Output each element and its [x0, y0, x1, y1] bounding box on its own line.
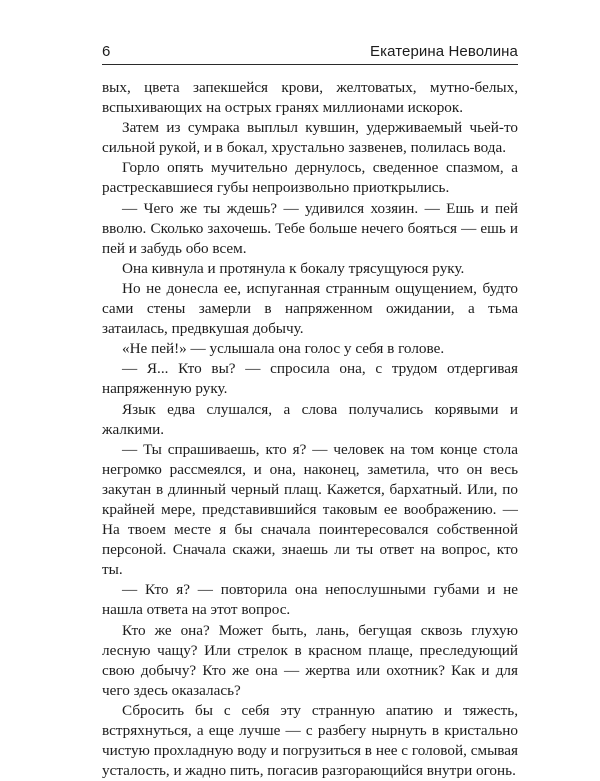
header-rule: [102, 64, 518, 65]
page-number: 6: [102, 43, 111, 60]
paragraph: вых, цвета запекшейся крови, желтоватых, мутно-белых, вспыхивающих на острых гранях миллионами искорок.: [102, 79, 518, 117]
running-head-author: Екатерина Неволина: [369, 43, 518, 60]
paragraph: Она кивнула и протянула к бокалу трясущуюся руку.: [122, 259, 465, 277]
paragraph: Язык едва слушался, а слова получались корявыми и жалкими.: [102, 400, 518, 438]
paragraph: Затем из сумрака выплыл кувшин, удерживаемый чьей-то сильной рукой, и в бокал, хрустально зазвенев, полилась вода.: [102, 119, 518, 157]
body-text: [102, 78, 518, 781]
paragraph: Но не донесла ее, испуганная странным ощущением, будто сами стены замерли в напряженном ожидании, а тьма затаилась, предвкушая добычу.: [102, 279, 518, 338]
paragraph: — Чего же ты ждешь? — удивился хозяин. — Ешь и пей вволю. Сколько захочешь. Тебе больше нечего бояться — ешь и пей и забудь обо всем.: [102, 199, 518, 257]
paragraph: Горло опять мучительно дернулось, сведенное спазмом, а растрескавшиеся губы непроизвольно приоткрылись.: [102, 159, 518, 197]
paragraph: — Кто я? — повторила она непослушными губами и не нашла ответа на этот вопрос.: [102, 581, 518, 619]
page-header: [102, 42, 518, 62]
paragraph: «Не пей!» — услышала она голос у себя в голове.: [122, 340, 445, 358]
paragraph: — Я... Кто вы? — спросила она, с трудом отдергивая напряженную руку.: [102, 360, 518, 398]
paragraph: Кто же она? Может быть, лань, бегущая сквозь глухую лесную чащу? Или стрелок в красном плаще, преследующий свою добычу? Кто же она — жертва или охотник? Как и для чего здесь оказалась?: [102, 621, 518, 699]
paragraph: Сбросить бы с себя эту странную апатию и тяжесть, встряхнуться, а еще лучше — с разбегу нырнуть в кристально чистую прохладную воду и погрузиться в нее с головой, смывая усталость, и жадно пить, погасив разгорающийся внутри огонь.: [102, 701, 518, 780]
paragraph: — Ты спрашиваешь, кто я? — человек на том конце стола негромко рассмеялся, и она, наконец, заметила, что он весь закутан в длинный черный плащ. Кажется, бархатный. Или, по крайней мере, представившийся таковым ее воображению. — На твоем месте я бы сначала поинтересовался собственной персоной. Сначала скажи, знаешь ли ты ответ на вопрос, кто ты.: [102, 440, 518, 579]
